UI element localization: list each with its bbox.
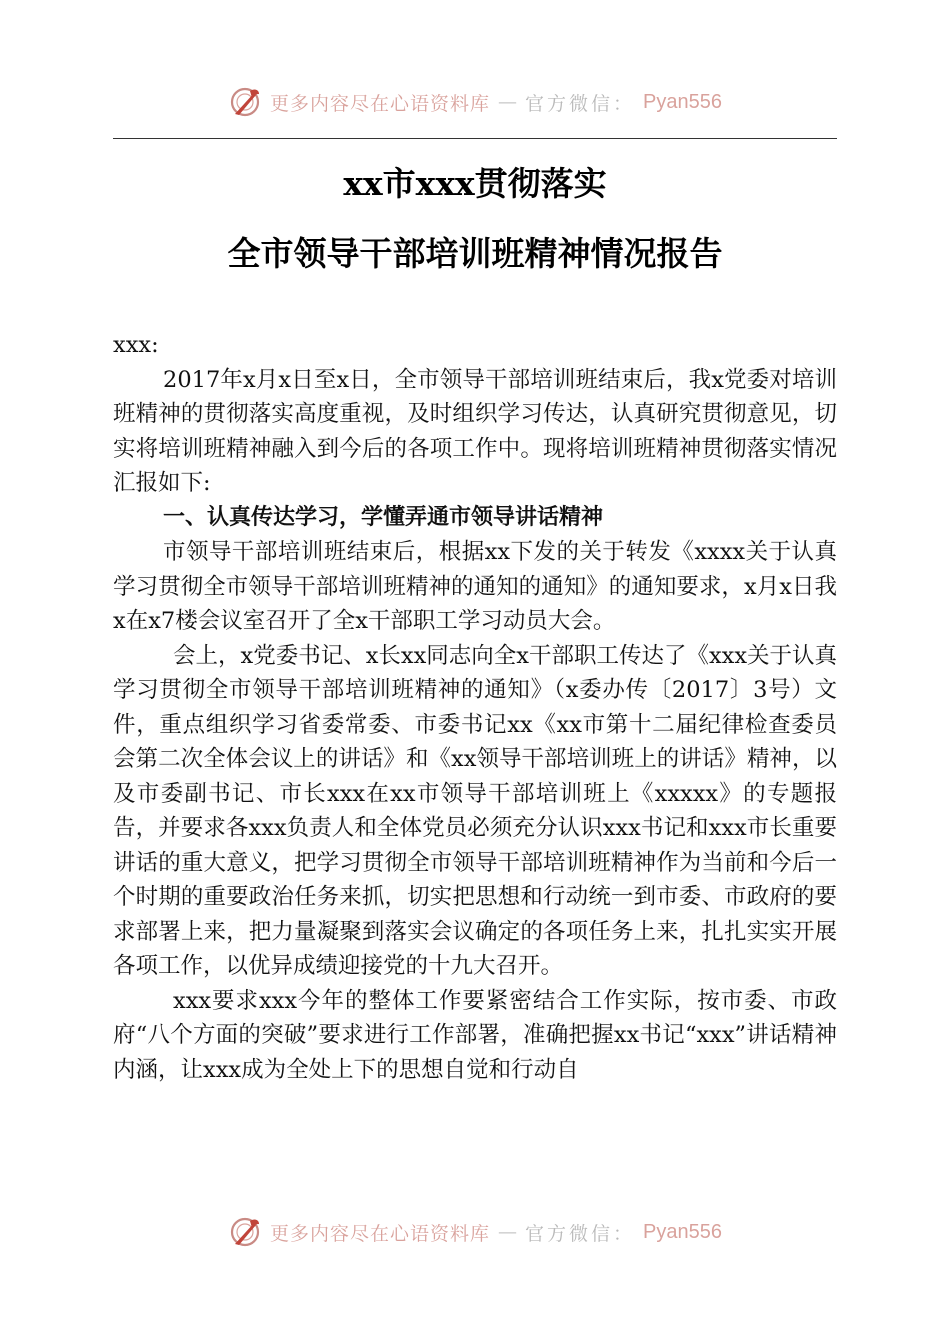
quill-logo-icon [228,85,262,119]
watermark-wechat-id: Pyan556 [643,1220,722,1243]
greeting: xxx: [113,332,159,358]
header-divider [113,138,837,139]
body-paragraph: 市领导干部培训班结束后，根据xx下发的关于转发《xxxx关于认真学习贯彻全市领导干部培训班精神的通知的通知》的通知要求，x月x日我x在x7楼会议室召开了全x干部职工学习动员大会。 [113,539,837,634]
footer-watermark [0,1212,950,1252]
watermark-text: 更多内容尽在心语资料库 [270,1222,491,1245]
watermark-label: 官方微信： [525,92,636,115]
body-paragraph: xxx要求xxx今年的整体工作要紧密结合工作实际，按市委、市政府“八个方面的突破”要求进行工作部署，准确把握xx书记“xxx”讲话精神内涵，让xxx成为全处上下的思想自觉和行动自 [113,987,837,1083]
quill-logo-icon [228,1215,262,1249]
document-title-line1: xx市xxx贯彻落实 [343,164,607,203]
section-heading: 一、认真传达学习，学懂弄通市领导讲话精神 [163,504,604,530]
watermark-label: 官方微信： [525,1222,636,1245]
header-watermark [0,82,950,122]
watermark-separator: — [498,91,518,113]
watermark-wechat-id: Pyan556 [643,90,722,113]
watermark-text: 更多内容尽在心语资料库 [270,92,491,115]
intro-paragraph: 2017年x月x日至x日，全市领导干部培训班结束后，我x党委对培训班精神的贯彻落实高度重视，及时组织学习传达，认真研究贯彻意见，切实将培训班精神融入到今后的各项工作中。现将培训班精神贯彻落实情况汇报如下: [113,366,837,496]
watermark-separator: — [498,1221,518,1243]
document-title-line2: 全市领导干部培训班精神情况报告 [227,234,723,273]
body-paragraph: 会上，x党委书记、x长xx同志向全x干部职工传达了《xxx关于认真学习贯彻全市领导干部培训班精神的通知》（x委办传〔2017〕3号）文件，重点组织学习省委常委、市委书记xx《xx市第十二届纪律检查委员会第二次全体会议上的讲话》和《xx领导干部培训班上的讲话》精神，以及市委副书记、市长xxx在xx市领导干部培训班上《xxxxx》的专题报告，并要求各xxx负责人和全体党员必须充分认识xxx书记和xxx市长重要讲话的重大意义，把学习贯彻全市领导干部培训班精神作为当前和今后一个时期的重要政治任务来抓，切实把思想和行动统一到市委、市政府的要求部署上来，把力量凝聚到落实会议确定的各项任务上来，扎扎实实开展各项工作，以优异成绩迎接党的十九大召开。 [113,642,838,979]
document-body [113,328,837,1087]
